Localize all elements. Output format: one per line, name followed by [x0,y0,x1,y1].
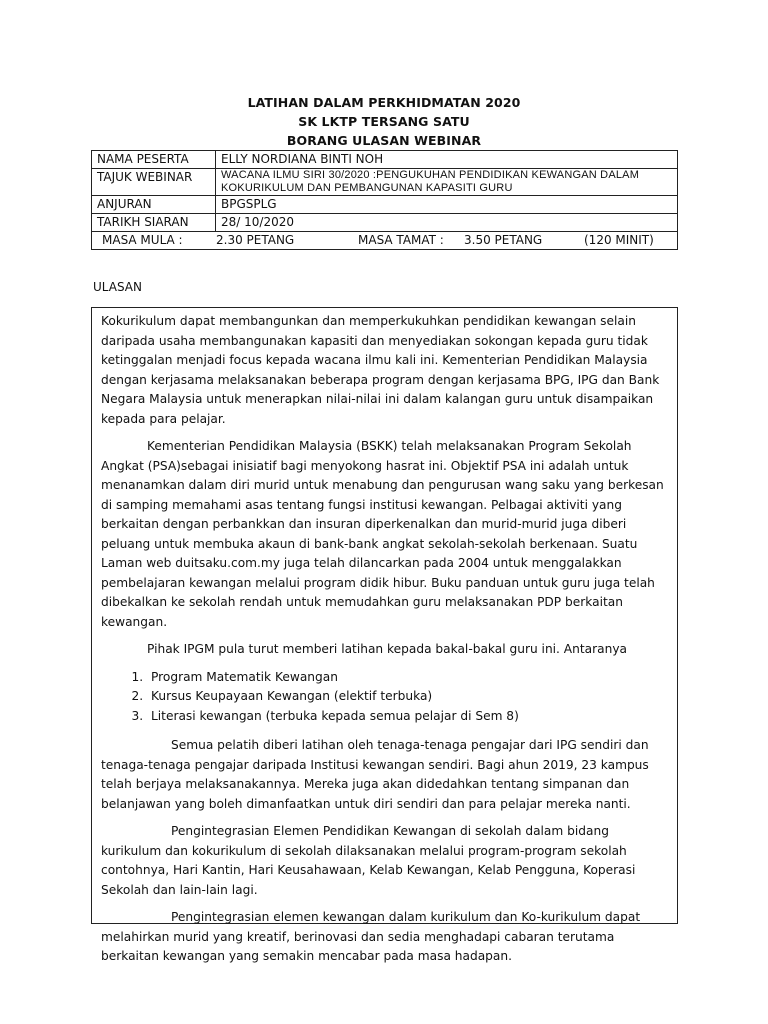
list-item: 2. Kursus Keupayaan Kewangan (elektif terbuka) [147,687,671,707]
tajuk-value [216,169,678,196]
ipgm-program-list [101,668,671,727]
tajuk-value-line-2: KOKURIKULUM DAN PEMBANGUNAN KAPASITI GURU [221,182,513,194]
table-row [92,196,678,214]
table-row [92,214,678,232]
ulasan-label: ULASAN [93,280,142,294]
masa-mula-value: 2.30 PETANG [216,233,295,247]
ulasan-paragraph-1: Kokurikulum dapat membangunkan dan memperkukuhkan pendidikan kewangan selain daripada usaha membangunakan kapasiti dan menyediakan sokongan kepada guru tidak ketinggalan menjadi focus kepada wacana ilmu kali ini. Kementerian Pendidikan Malaysia dengan kerjasama melaksanakan beberapa program dengan kerjasama BPG, IPG dan Bank Negara Malaysia untuk menerapkan nilai-nilai ini dalam kalangan guru untuk disampaikan kepada para pelajar. [101,314,660,426]
tarikh-value: 28/ 10/2020 [216,214,678,232]
ulasan-paragraph-2: Kementerian Pendidikan Malaysia (BSKK) telah melaksanakan Program Sekolah Angkat (PSA)sebagai inisiatif bagi menyokong hasrat ini. Objektif PSA ini adalah untuk menanamkan dalam diri murid untuk menabung dan pengurusan wang saku yang berkesan di samping memahami asas tentang fungsi institusi kewangan. Pelbagai aktiviti yang berkaitan dengan perbankkan dan insuran diperkenalkan dan murid-murid juga diberi peluang untuk membuka akaun di bank-bank angkat sekolah-sekolah berkenaan. Suatu Laman web duitsaku.com.my juga telah dilancarkan pada 2004 untuk menggalakkan pembelajaran kewangan melalui program didik hibur. Buku panduan untuk guru juga telah dibekalkan ke sekolah rendah untuk memudahkan guru melaksanakan PDP berkaitan kewangan. [101,439,664,629]
heading-line-1: LATIHAN DALAM PERKHIDMATAN 2020 [247,95,521,110]
nama-label: NAMA PESERTA [92,151,216,169]
durasi-value: (120 MINIT) [584,233,654,247]
table-row [92,232,678,250]
ulasan-content [101,312,671,975]
ulasan-paragraph-4: Semua pelatih diberi latihan oleh tenaga-tenaga pengajar dari IPG sendiri dan tenaga-tenaga pengajar daripada Institusi kewangan sendiri. Bagi ahun 2019, 23 kampus telah berjaya melaksanakannya. Mereka juga akan didedahkan tentang simpanan dan belanjawan yang boleh dimanfaatkan untuk diri sendiri dan para pelajar mereka nanti. [101,738,649,811]
masa-cell [92,232,678,250]
list-item: 1. Program Matematik Kewangan [147,668,671,688]
tajuk-value-line-1: WACANA ILMU SIRI 30/2020 :PENGUKUHAN PENDIDIKAN KEWANGAN DALAM [221,169,640,181]
ulasan-paragraph-5: Pengintegrasian Elemen Pendidikan Kewangan di sekolah dalam bidang kurikulum dan kokurikulum di sekolah dilaksanakan melalui program-program sekolah contohnya, Hari Kantin, Hari Keusahawaan, Kelab Kewangan, Kelab Pengguna, Koperasi Sekolah dan lain-lain lagi. [101,824,636,897]
anjuran-label: ANJURAN [92,196,216,214]
anjuran-value: BPGSPLG [216,196,678,214]
heading-line-2: SK LKTP TERSANG SATU [298,114,470,129]
nama-value: ELLY NORDIANA BINTI NOH [216,151,678,169]
list-item: 3. Literasi kewangan (terbuka kepada semua pelajar di Sem 8) [147,707,671,727]
masa-tamat-label: MASA TAMAT : [358,233,444,247]
ulasan-paragraph-6: Pengintegrasian elemen kewangan dalam kurikulum dan Ko-kurikulum dapat melahirkan murid yang kreatif, berinovasi dan sedia menghadapi cabaran terutama berkaitan kewangan yang semakin mencabar pada masa hadapan. [101,910,641,963]
heading-line-3: BORANG ULASAN WEBINAR [286,133,482,148]
table-row [92,169,678,196]
tarikh-label: TARIKH SIARAN [92,214,216,232]
tajuk-label: TAJUK WEBINAR [92,169,216,196]
table-row [92,151,678,169]
ulasan-paragraph-3: Pihak IPGM pula turut memberi latihan kepada bakal-bakal guru ini. Antaranya [147,642,627,656]
masa-tamat-value: 3.50 PETANG [464,233,543,247]
participant-info-table [91,150,678,250]
masa-mula-label: MASA MULA : [102,233,183,247]
